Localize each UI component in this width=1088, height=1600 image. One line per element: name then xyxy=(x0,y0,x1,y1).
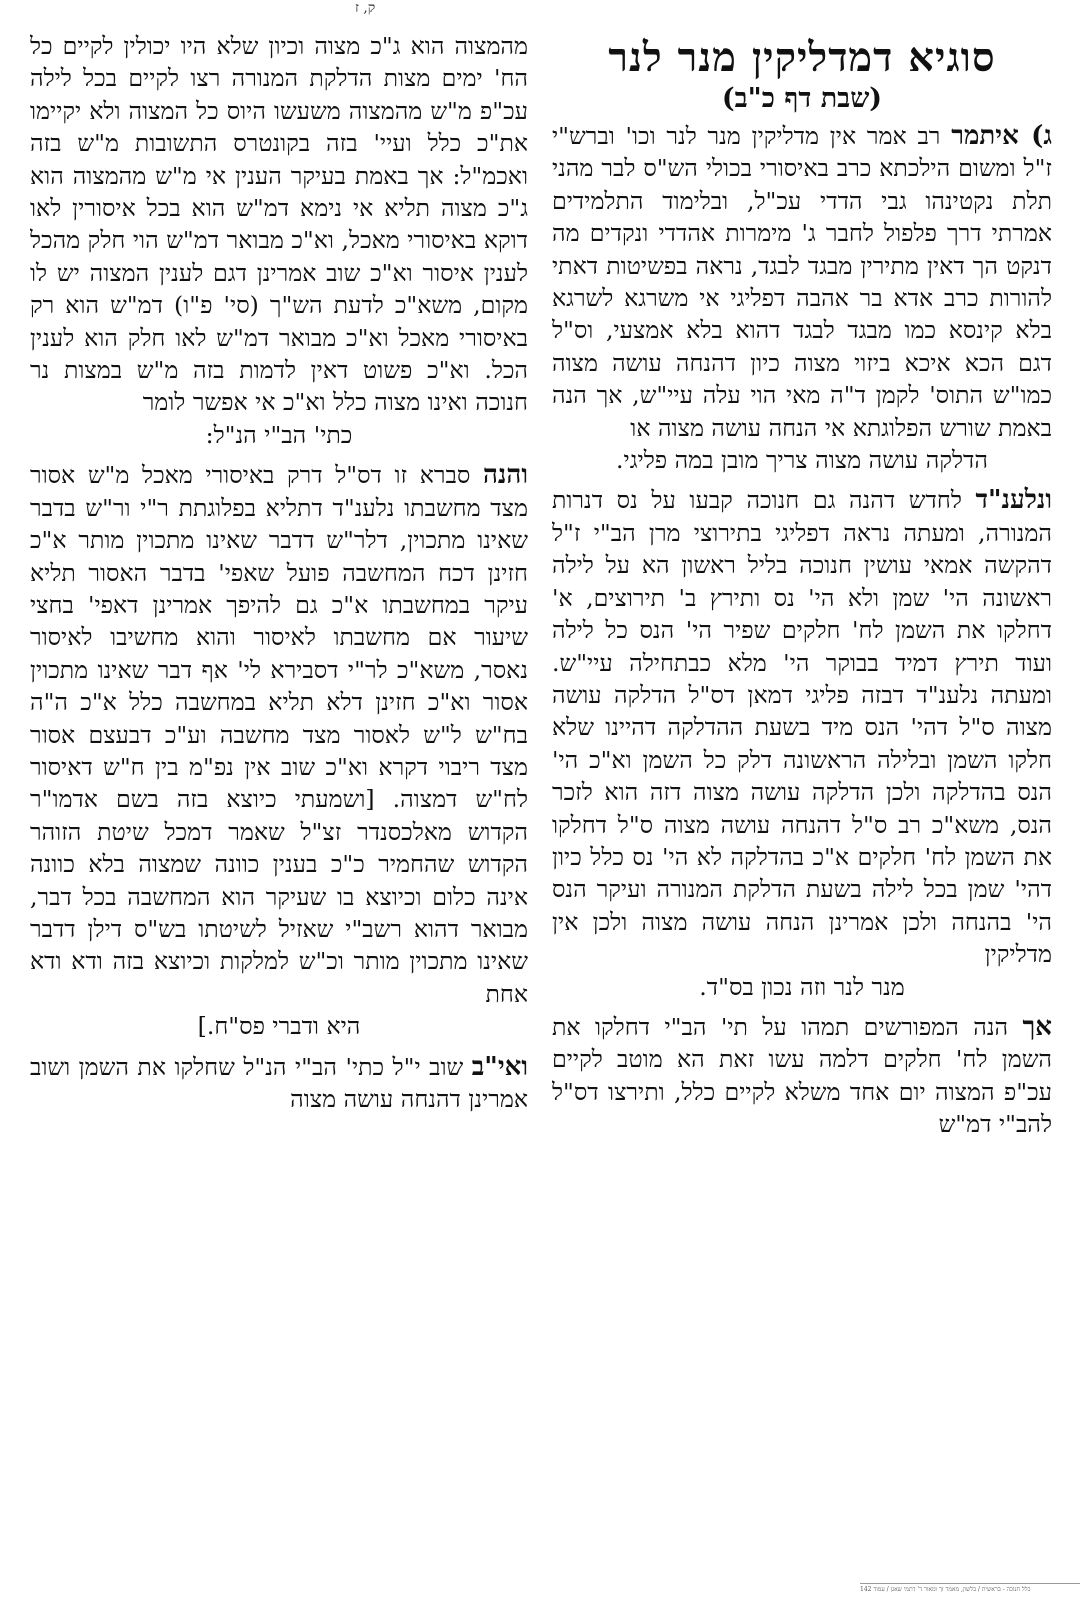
paragraph-text: הנה המפורשים תמהו על תי' הב"י דחלקו את השמן לח' חלקים דלמה עשו זאת הא מוטב לקיים עכ"פ המצוה יום אחד משלא לקיים כלל, ותירצו דס"ל להב"י דמ"ש xyxy=(552,1012,1052,1139)
right-column xyxy=(552,30,1052,1590)
paragraph-text: מהמצוה הוא ג"כ מצוה וכיון שלא היו יכולין לקיים כל הח' ימים מצות הדלקת המנורה רצו לקיים בכל לילה עכ"פ מ"ש מהמצוה משעשו היוס כל המצוה ולא יקיימו את"כ כלל ועיי' בזה בקונטרס התשובות מ"ש בזה ואכמ"ל: אך באמת בעיקר הענין אי מ"ש מהמצוה הוא ג"כ מצוה תליא אי נימא דמ"ש הוא בכל איסורין לאו דוקא באיסורי מאכל, וא"כ מבואר דמ"ש הוי חלק מהכל לענין איסור וא"כ שוב אמרינן דגם לענין המצוה יש לו מקום, משא"כ לדעת הש"ך (סי' פ"ו) דמ"ש הוא רק באיסורי מאכל וא"כ מבואר דמ"ש לאו חלק הוא לענין הכל. וא"כ פשוט דאין לדמות בזה מ"ש במצות נר חנוכה ואינו מצוה כלל וא"כ אי אפשר לומר xyxy=(30,32,528,417)
paragraph-lead-word: אך xyxy=(1022,1011,1052,1042)
paragraph-last-line: כתי' הב"י הנ"ל: xyxy=(205,420,353,449)
footer-rule xyxy=(860,1583,1080,1584)
page-top-mark: ק, ז xyxy=(355,0,376,16)
paragraph-text: שוב י"ל כתי' הב"י הנ"ל שחלקו את השמן ושוב אמרינן דהנחה עושה מצוה xyxy=(30,1052,528,1113)
paragraph-lead-word: והנה xyxy=(482,460,528,491)
paragraph-itmar xyxy=(552,120,1052,476)
paragraph-lead-word: ונלענ"ד xyxy=(975,485,1052,516)
paragraph-continuation xyxy=(30,30,528,451)
paragraph-last-line: הדלקה עושה מצוה צריך מובן במה פליגי. xyxy=(616,446,988,475)
paragraph-text: רב אמר אין מדליקין מנר לנר וכו' וברש"י ז"ל ומשום הילכתא כרב באיסורי בכולי הש"ס לבר מהני תלת נקטינהו גבי הדדי עכ"ל, ובלימוד התלמידים אמרתי דרך פלפול לחבר ג' מימרות אהדדי ונקדים מה דנקט הך דאין מתירין מבגד לבגד, נראה בפשיטות דאתי להורות כרב אדא בר אהבה דפליגי אי משרגא לשרגא בלא קינסא כמו מבגד לבגד דהוא בלא אמצעי, וס"ל דגם הכא איכא ביזוי מצוה כיון דהנחה עושה מצוה כמו"ש התוס' לקמן ד"ה מאי הוי עלה עיי"ש, אך הנה באמת שורש הפלוגתא אי הנחה עושה מצוה או xyxy=(552,122,1052,442)
paragraph-venilanad xyxy=(552,484,1052,1003)
paragraph-lead-word: ג) איתמר xyxy=(951,121,1052,151)
paragraph-last-line: היא ודברי פס"ח.] xyxy=(197,1012,361,1041)
paragraph-lead-word: ואי"ב xyxy=(471,1051,528,1082)
footer-note: כלל חנוכה - בראשית / בלשון, מאמר זך ומאור ד' דתמי שאגן / עמוד 142 xyxy=(860,1586,1031,1593)
left-column xyxy=(30,30,528,1590)
paragraph-text: לחדש דהנה גם חנוכה קבעו על נס דנרות המנורה, ומעתה נראה דפליגי בתירוצי מרן הב"י ז"ל דהקשה אמאי עושין חנוכה בליל ראשון הא על לילה ראשונה הי' שמן ולא הי' נס ותירץ ב' תירוצים, א' דחלקו את השמן לח' חלקים שפיר הי' הנס כל לילה ועוד תירץ דמיד בבוקר הי' מלא כבתחילה עיי"ש. ומעתה נלענ"ד דבזה פליגי דמאן דס"ל הדלקה עושה מצוה ס"ל דהי' הנס מיד בשעת ההדלקה דהיינו שלא חלקו השמן ובלילה הראשונה דלק כל השמן וא"כ הי' הנס בהדלקה ולכן הדלקה עושה מצוה דזה הוא לזכר הנס, משא"כ רב ס"ל דהנחה עושה מצוה ס"ל דחלקו את השמן לח' חלקים א"כ בהדלקה לא הי' נס כלל כיון דהי' שמן בכל לילה בשעת הדלקת המנורה ועיקר הנס הי' בהנחה ולכן אמרינן הנחה עושה מצוה ולכן אין מדליקין xyxy=(552,486,1052,969)
paragraph-vehine xyxy=(30,459,528,1042)
paragraph-veib xyxy=(30,1051,528,1116)
section-title: סוגיא דמדליקין מנר לנר xyxy=(608,34,996,81)
paragraph-last-line: מנר לנר וזה נכון בס"ד. xyxy=(699,972,905,1001)
paragraph-ach xyxy=(552,1011,1052,1141)
paragraph-text: סברא זו דס"ל דרק באיסורי מאכל מ"ש אסור מצד מחשבתו נלענ"ד דתליא בפלוגתת ר"י ור"ש בדבר שאינו מתכוין, דלר"ש דדבר שאינו מתכוין מותר א"כ חזינן דכח המחשבה פועל שאפי' בדבר האסור תליא עיקר במחשבתו א"כ גם להיפך אמרינן דאפי' בחצי שיעור אם מחשבתו לאיסור והוא מחשיבו לאיסור נאסר, משא"כ לר"י דסבירא לי' אף דבר שאינו מתכוין אסור וא"כ חזינן דלא תליא במחשבה כלל א"כ ה"ה בח"ש ל"ש לאסור מצד מחשבה וע"כ דבעצם אסור מצד ריבוי דקרא וא"כ שוב אין נפ"מ בין ח"ש דאיסור לח"ש דמצוה. [ושמעתי כיוצא בזה בשם אדמו"ר הקדוש מאלכסנדר זצ"ל שאמר דמכל שיטת הזוהר הקדוש שהחמיר כ"כ בענין כוונה שמצוה בלא כוונה אינה כלום וכיוצא בו שעיקר הוא המחשבה בכל דבר, מבואר דהוא רשב"י שאזיל לשיטתו בש"ס דילן דדבר שאינו מתכוין מותר וכ"ש למלקות וכיוצא בזה ודא ודא אחת xyxy=(30,461,528,1008)
section-subtitle: (שבת דף כ"ב) xyxy=(721,83,883,114)
